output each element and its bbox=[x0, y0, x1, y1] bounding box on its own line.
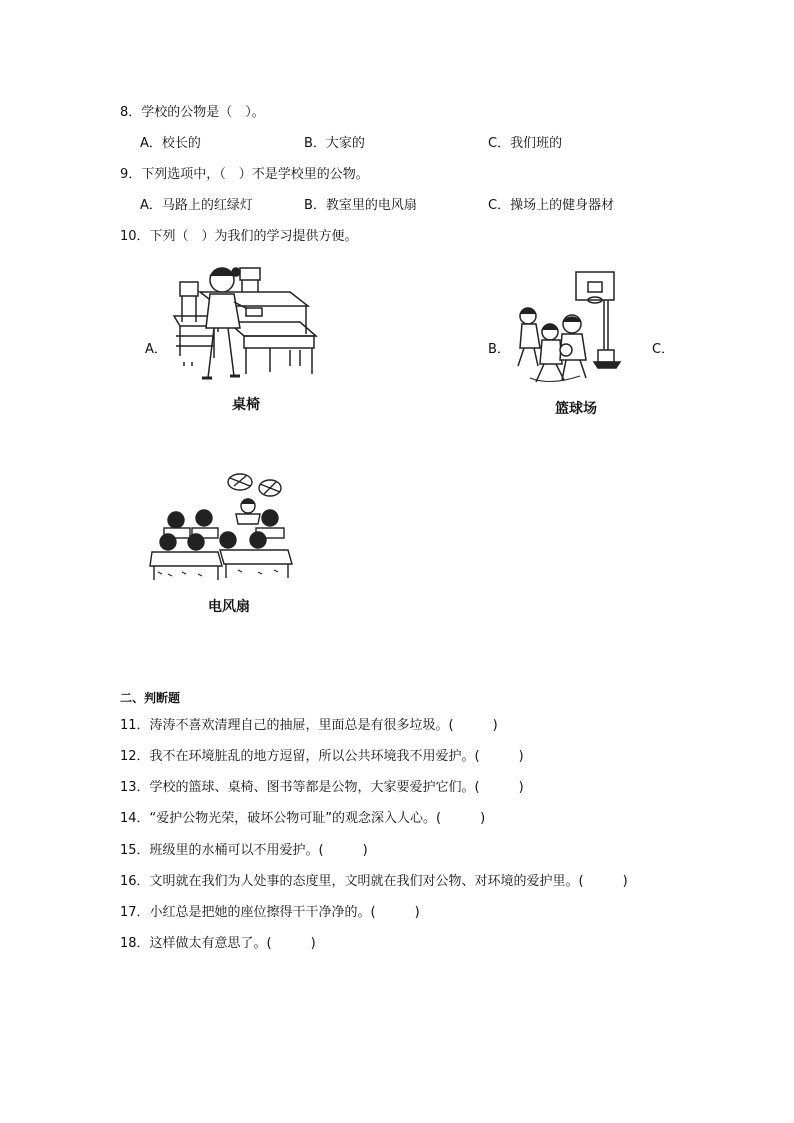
true-false-item-12: 12．我不在环境脏乱的地方逗留，所以公共环境我不用爱护。( ) bbox=[120, 749, 524, 764]
question-8-option-c[interactable]: C．我们班的 bbox=[488, 136, 563, 151]
question-10-stem: 10．下列（ ）为我们的学习提供方便。 bbox=[120, 229, 358, 244]
caption-basketball-court: 篮球场 bbox=[555, 401, 597, 417]
true-false-item-15: 15．班级里的水桶可以不用爱护。( ) bbox=[120, 843, 368, 858]
true-false-item-18: 18．这样做太有意思了。( ) bbox=[120, 936, 316, 951]
true-false-item-17: 17．小红总是把她的座位擦得干干净净的。( ) bbox=[120, 905, 420, 920]
question-10-option-c-label[interactable]: C． bbox=[652, 342, 675, 357]
question-8-stem: 8．学校的公物是（ ）。 bbox=[120, 105, 265, 120]
caption-desks-chairs: 桌椅 bbox=[232, 397, 260, 413]
true-false-item-11: 11．涛涛不喜欢清理自己的抽屉，里面总是有很多垃圾。( ) bbox=[120, 718, 498, 733]
caption-electric-fan: 电风扇 bbox=[208, 599, 250, 615]
desk-chair-illustration bbox=[170, 262, 318, 386]
electric-fan-classroom-illustration bbox=[148, 470, 294, 586]
question-9-option-a[interactable]: A．马路上的红绿灯 bbox=[140, 198, 253, 213]
basketball-court-illustration bbox=[510, 270, 638, 392]
question-8-option-b[interactable]: B．大家的 bbox=[304, 136, 365, 151]
question-9-option-c[interactable]: C．操场上的健身器材 bbox=[488, 198, 615, 213]
question-9-stem: 9．下列选项中，（ ）不是学校里的公物。 bbox=[120, 167, 369, 182]
question-10-option-b-label[interactable]: B． bbox=[488, 342, 510, 357]
true-false-item-14: 14．“爱护公物光荣，破坏公物可耻”的观念深入人心。( ) bbox=[120, 811, 486, 826]
section-2-title: 二、判断题 bbox=[120, 691, 181, 705]
true-false-item-13: 13．学校的篮球、桌椅、图书等都是公物，大家要爱护它们。( ) bbox=[120, 780, 524, 795]
question-9-option-b[interactable]: B．教室里的电风扇 bbox=[304, 198, 417, 213]
question-10-option-a-label[interactable]: A． bbox=[145, 342, 167, 357]
question-8-option-a[interactable]: A．校长的 bbox=[140, 136, 201, 151]
true-false-item-16: 16．文明就在我们为人处事的态度里，文明就在我们对公物、对环境的爱护里。( ) bbox=[120, 874, 628, 889]
